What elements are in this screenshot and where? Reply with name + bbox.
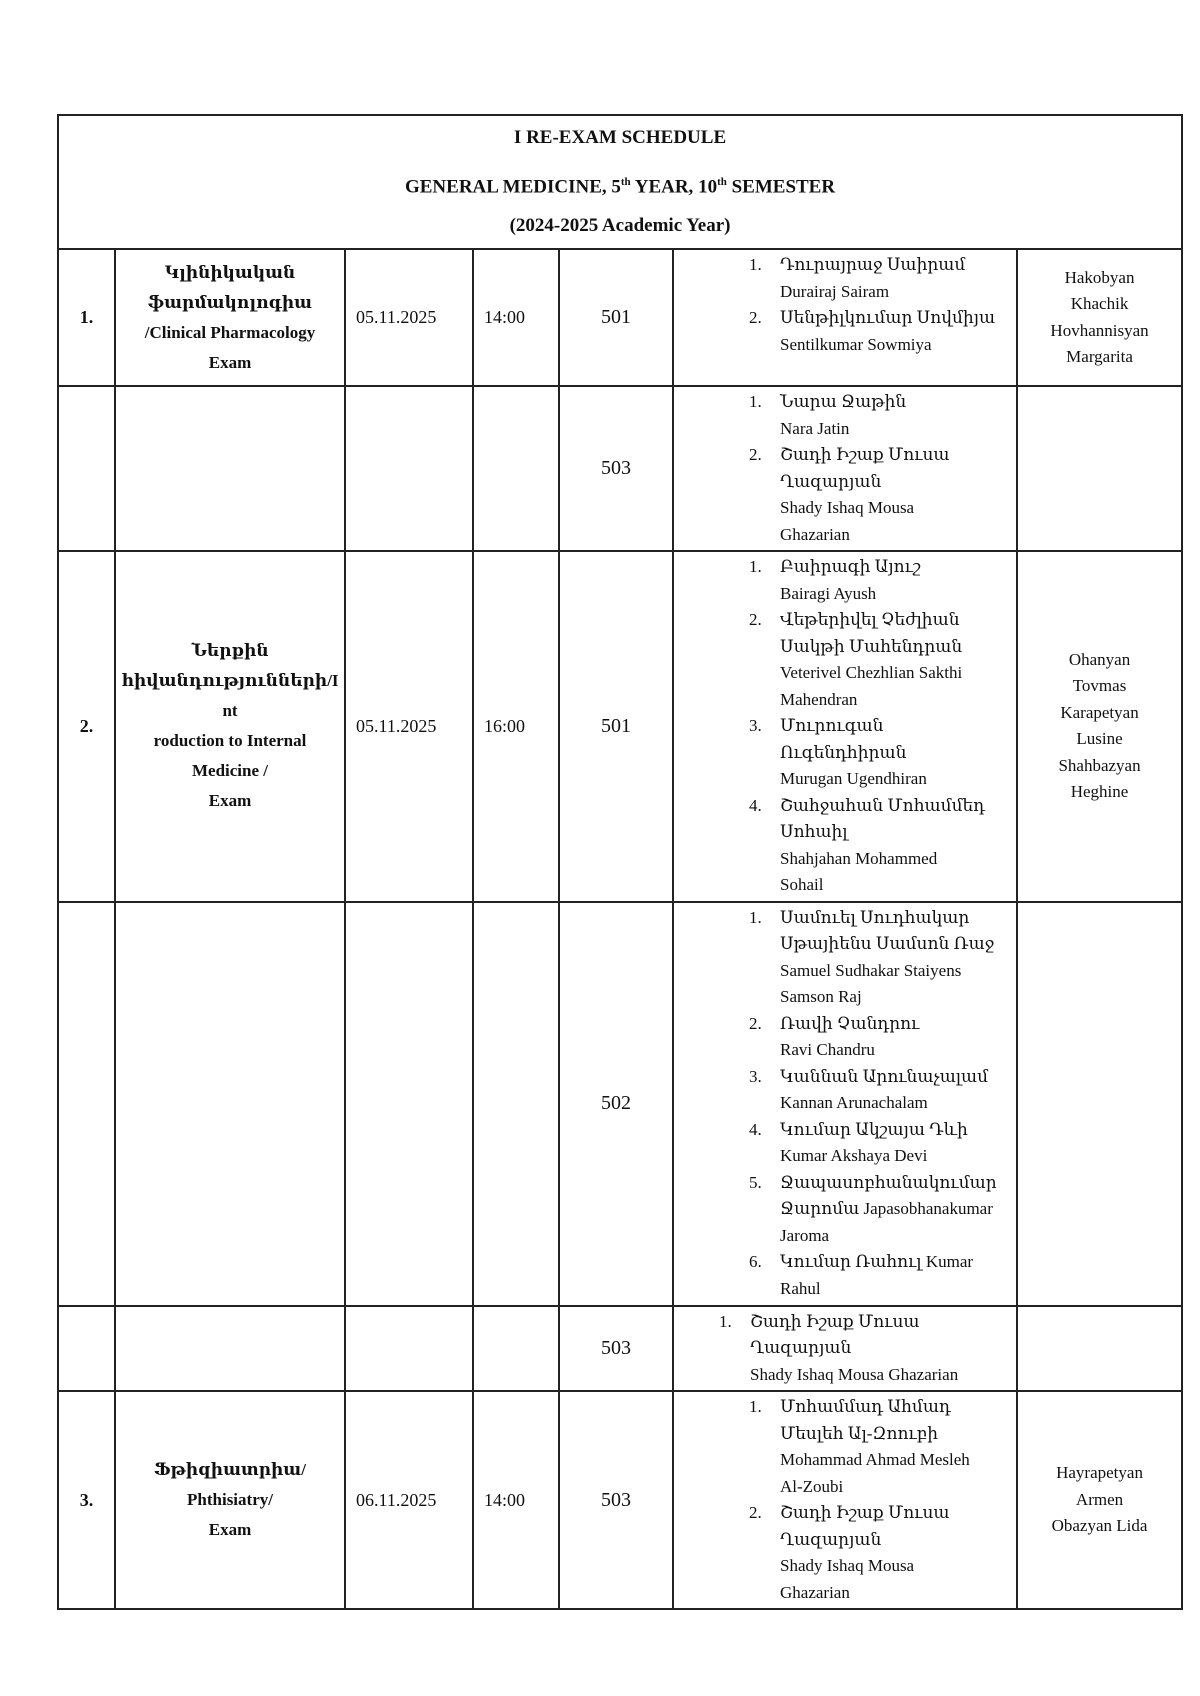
students-list — [678, 905, 1012, 1303]
examiners-cell — [1017, 1306, 1182, 1392]
examiner-line: Hovhannisyan — [1050, 320, 1149, 340]
student-name-line: Ravi Chandru — [780, 1040, 875, 1059]
students-cell — [673, 1391, 1017, 1609]
room-number: 502 — [559, 902, 673, 1306]
examiners-cell — [1017, 902, 1182, 1306]
student-name-line: 1. Մոհամմադ Ահմադ — [780, 1397, 951, 1416]
subject-line: ֆարմակոլոգիա — [147, 292, 313, 312]
student-item — [766, 1011, 1012, 1064]
student-item — [766, 554, 1012, 607]
schedule-body — [58, 115, 1182, 1609]
header-row — [58, 115, 1182, 249]
examiners-cell — [1017, 386, 1182, 551]
subject-line: Ներքին — [191, 641, 269, 661]
exam-date: 05.11.2025 — [345, 249, 473, 386]
header-program: GENERAL MEDICINE, 5th YEAR, 10th SEMESTER — [404, 176, 836, 198]
student-name-line: Nara Jatin — [780, 418, 850, 438]
student-name-line: 6. Կումար Ռահուլ Kumar — [780, 1252, 974, 1271]
student-name-line: Mohammad Ahmad Mesleh — [780, 1450, 970, 1469]
header-academic-year: (2024-2025 Academic Year) — [509, 215, 731, 236]
exam-date — [345, 1306, 473, 1392]
examiner-line: Khachik — [1070, 294, 1129, 313]
exam-date — [345, 386, 473, 551]
student-item — [766, 442, 1012, 548]
examiner-line: Hakobyan — [1064, 267, 1135, 287]
subject-cell — [115, 386, 345, 551]
examiner-line: Ohanyan — [1068, 649, 1131, 669]
student-name-line: 4. Կումար Ակշայա Դևի — [780, 1119, 968, 1139]
student-item — [766, 713, 1012, 793]
student-name-line: Samson Raj — [780, 987, 862, 1006]
header-title: I RE-EXAM SCHEDULE — [513, 127, 727, 148]
student-name-line: 1. Դուրայրաջ Սաիրամ — [780, 255, 966, 274]
room-number: 503 — [559, 1306, 673, 1392]
student-name-line: 2. Շադի Իշաք Մուսա — [780, 1503, 950, 1522]
subject-cell — [115, 902, 345, 1306]
subject-line: Phthisiatry/ — [187, 1490, 273, 1509]
room-number: 501 — [559, 551, 673, 902]
student-name-line: Մեսլեհ Ալ-Զոուբի — [780, 1423, 939, 1443]
subject-line: հիվանդությունների/Int — [121, 671, 339, 721]
students-cell — [673, 551, 1017, 902]
examiners-cell — [1017, 1391, 1182, 1609]
subject-line: Ֆթիզիատրիա/ — [154, 1460, 306, 1479]
subject-cell — [115, 249, 345, 386]
student-name-line: Jaroma — [780, 1225, 830, 1245]
exam-date — [345, 902, 473, 1306]
students-cell — [673, 1306, 1017, 1392]
subject-line: Exam — [208, 352, 252, 372]
student-name-line: Սակթի Մահենդրան — [780, 636, 963, 656]
schedule-row — [58, 386, 1182, 551]
exam-schedule-table — [57, 114, 1183, 1610]
row-number — [58, 386, 115, 551]
student-name-line: Shady Ishaq Mousa Ghazarian — [750, 1364, 959, 1384]
student-name-line: Ղազարյան — [780, 471, 882, 491]
student-name-line: Al-Zoubi — [780, 1476, 844, 1496]
student-name-line: 3. Կաննան Արունաչալամ — [780, 1066, 989, 1086]
student-item — [766, 305, 1012, 358]
row-number: 2. — [58, 551, 115, 902]
examiners-cell — [1017, 551, 1182, 902]
student-item — [766, 793, 1012, 899]
examiner-line: Heghine — [1070, 782, 1129, 802]
row-number: 1. — [58, 249, 115, 386]
student-name-line: Ղազարյան — [780, 1529, 882, 1549]
student-name-line: Mahendran — [780, 689, 858, 709]
schedule-row — [58, 551, 1182, 902]
student-item — [766, 1249, 1012, 1302]
student-name-line: 3. Մուրուգան Ուգենդհիրան — [780, 716, 907, 762]
schedule-row — [58, 1306, 1182, 1392]
student-item — [766, 1117, 1012, 1170]
students-list — [678, 389, 1012, 548]
examiner-line: Lusine — [1076, 729, 1123, 749]
student-name-line: 2. Ռավի Չանդրու — [780, 1013, 920, 1033]
student-name-line: Ջարոմա Japasobhanakumar — [780, 1199, 993, 1218]
row-number — [58, 1306, 115, 1392]
student-name-line: 5. Ջապասոբհանակումար — [780, 1172, 997, 1192]
student-item — [766, 905, 1012, 1011]
room-number: 503 — [559, 386, 673, 551]
student-name-line: Ghazarian — [780, 1582, 850, 1602]
student-name-line: Bairagi Ayush — [780, 583, 877, 603]
students-cell — [673, 902, 1017, 1306]
exam-date: 05.11.2025 — [345, 551, 473, 902]
student-item — [766, 252, 1012, 305]
subject-line: Կլինիկական — [164, 262, 296, 282]
exam-time: 16:00 — [473, 551, 559, 902]
examiner-line: Karapetyan — [1060, 702, 1139, 722]
subject-cell — [115, 1306, 345, 1392]
student-name-line: 1. Սամուել Սուդհակար — [780, 907, 970, 927]
room-number: 503 — [559, 1391, 673, 1609]
student-name-line: Sentilkumar Sowmiya — [780, 334, 932, 354]
subject-line: Exam — [208, 791, 252, 811]
student-name-line: Սոհաիլ — [780, 822, 848, 841]
subject-cell — [115, 1391, 345, 1609]
student-name-line: Veterivel Chezhlian Sakthi — [780, 663, 963, 682]
exam-time — [473, 386, 559, 551]
examiner-line: Armen — [1075, 1489, 1124, 1509]
students-cell — [673, 249, 1017, 386]
examiner-line: Tovmas — [1072, 676, 1127, 696]
exam-date: 06.11.2025 — [345, 1391, 473, 1609]
examiner-line: Margarita — [1066, 347, 1133, 366]
student-name-line: 2. Շադի Իշաք Մուսա — [780, 445, 950, 464]
student-name-line: Shahjahan Mohammed — [780, 848, 938, 868]
student-name-line: 2. Վեթերիվել Չեժլիան — [780, 610, 960, 629]
examiners-cell — [1017, 249, 1182, 386]
students-cell — [673, 386, 1017, 551]
students-list — [678, 1309, 1012, 1389]
student-item — [766, 1170, 1012, 1250]
student-name-line: Ղազարյան — [750, 1338, 852, 1357]
student-name-line: Sohail — [780, 875, 824, 894]
student-item — [766, 1064, 1012, 1117]
subject-line: /Clinical Pharmacology — [144, 322, 316, 342]
students-list — [678, 554, 1012, 899]
subject-line: Medicine / — [191, 761, 268, 781]
row-number: 3. — [58, 1391, 115, 1609]
subject-line: Exam — [208, 1520, 252, 1539]
student-name-line: 2. Սենթիլկումար Սովմիյա — [780, 308, 996, 327]
student-name-line: Durairaj Sairam — [780, 281, 890, 301]
room-number: 501 — [559, 249, 673, 386]
student-name-line: Սթայիենս Սամսոն Ռաջ — [780, 934, 995, 953]
student-name-line: 4. Շահջահան Մոհամմեդ — [780, 795, 986, 815]
student-item — [766, 1394, 1012, 1500]
student-name-line: Samuel Sudhakar Staiyens — [780, 960, 962, 980]
student-name-line: Shady Ishaq Mousa — [780, 498, 915, 517]
students-list — [678, 1394, 1012, 1606]
exam-time — [473, 902, 559, 1306]
student-item — [766, 1500, 1012, 1606]
subject-line: roduction to Internal — [153, 731, 307, 751]
student-item — [766, 607, 1012, 713]
subject-cell — [115, 551, 345, 902]
exam-time: 14:00 — [473, 1391, 559, 1609]
student-name-line: 1. Նարա Ջաթին — [780, 392, 907, 411]
row-number — [58, 902, 115, 1306]
student-item — [766, 389, 1012, 442]
student-name-line: Ghazarian — [780, 524, 850, 544]
student-name-line: 1. Բաիրագի Այուշ — [780, 557, 921, 576]
schedule-row — [58, 249, 1182, 386]
students-list — [678, 252, 1012, 358]
examiner-line: Hayrapetyan — [1056, 1463, 1143, 1483]
student-name-line: 1. Շադի Իշաք Մուսա — [750, 1311, 920, 1331]
exam-time: 14:00 — [473, 249, 559, 386]
schedule-row — [58, 1391, 1182, 1609]
student-name-line: Shady Ishaq Mousa — [780, 1556, 915, 1575]
student-name-line: Kannan Arunachalam — [780, 1093, 928, 1112]
schedule-row — [58, 902, 1182, 1306]
examiner-line: Obazyan Lida — [1051, 1516, 1148, 1536]
student-name-line: Murugan Ugendhiran — [780, 769, 927, 788]
schedule-header — [58, 115, 1182, 249]
student-item — [736, 1309, 1012, 1389]
exam-time — [473, 1306, 559, 1392]
student-name-line: Kumar Akshaya Devi — [780, 1146, 928, 1165]
examiner-line: Shahbazyan — [1058, 755, 1141, 775]
student-name-line: Rahul — [780, 1278, 821, 1298]
